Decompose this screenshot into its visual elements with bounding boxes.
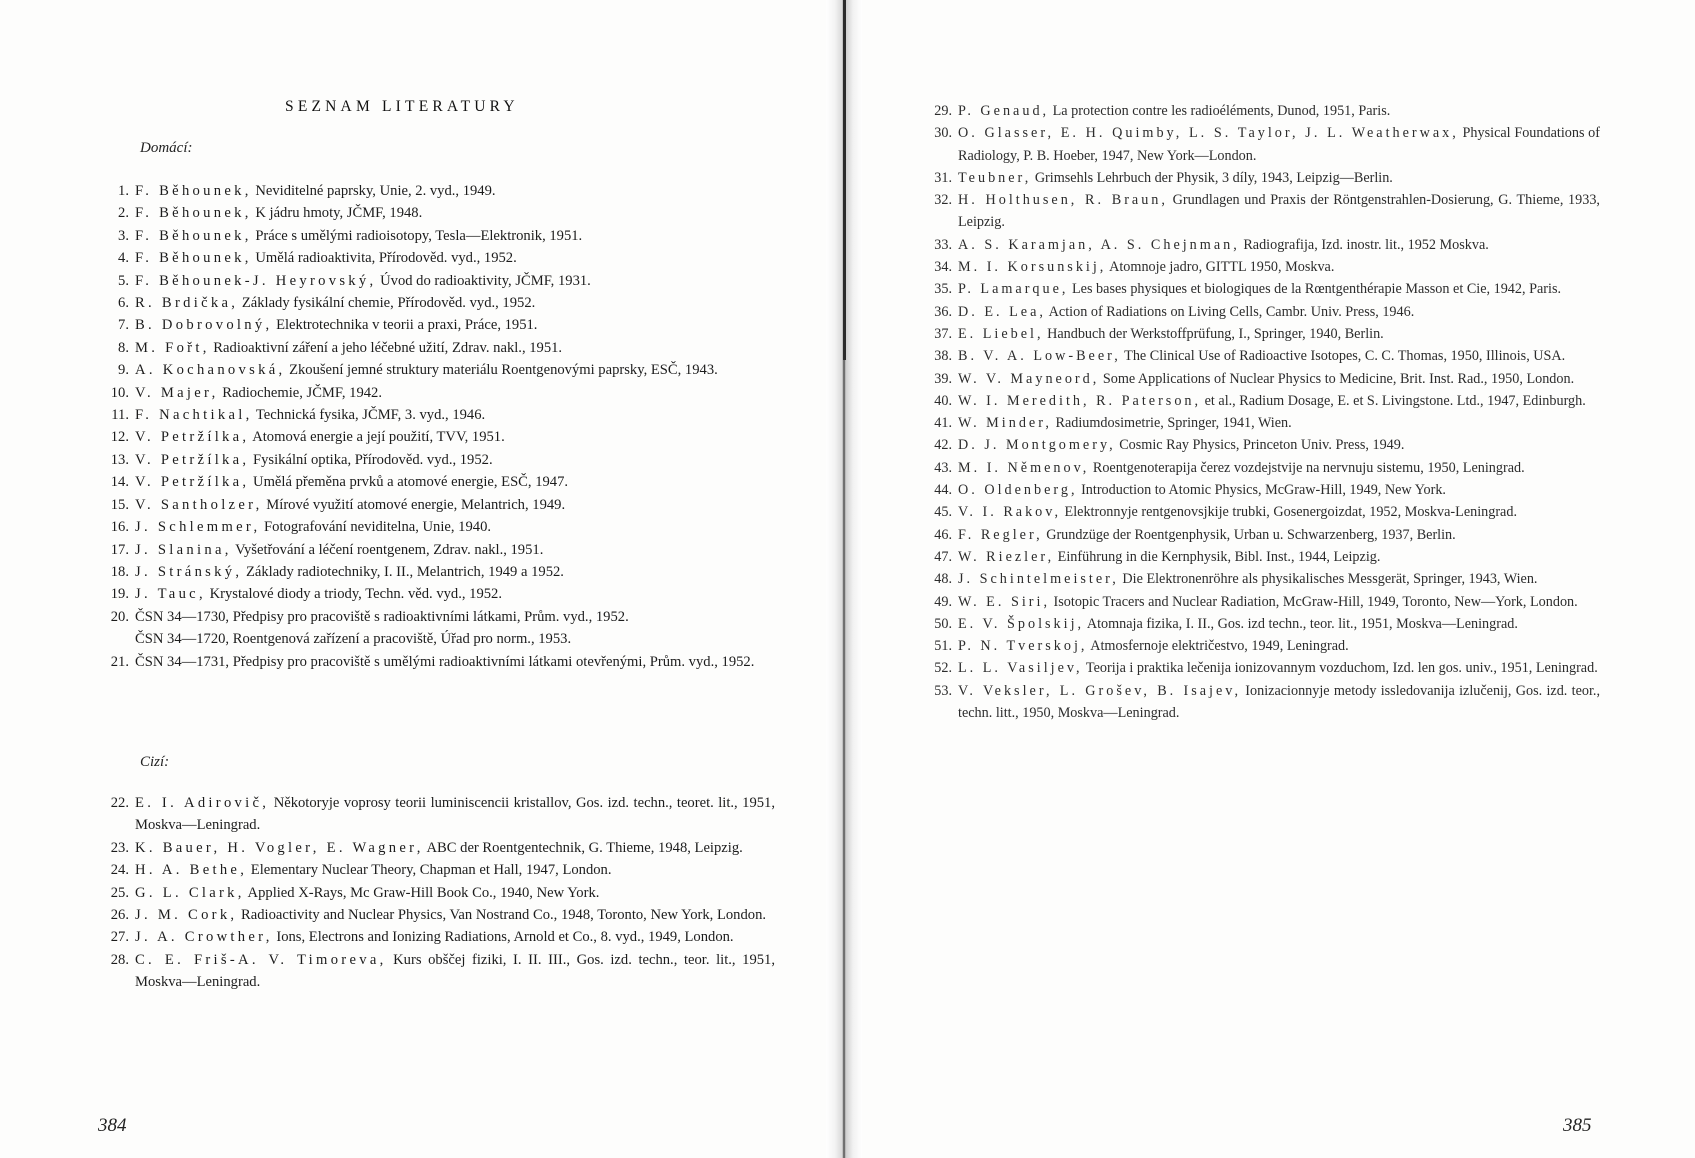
reference-number: 45. bbox=[934, 504, 952, 521]
reference-author: P. Genaud, bbox=[958, 103, 1050, 119]
reference-entry bbox=[95, 270, 775, 292]
reference-author: A. Kochanovská, bbox=[135, 362, 286, 379]
reference-entry bbox=[95, 426, 775, 448]
reference-number: 39. bbox=[934, 370, 952, 387]
reference-number: 6. bbox=[118, 295, 129, 312]
reference-entry bbox=[918, 189, 1600, 234]
reference-entry bbox=[95, 904, 775, 926]
foreign-reference-list-right bbox=[918, 100, 1600, 724]
reference-entry bbox=[95, 949, 775, 994]
reference-entry bbox=[918, 479, 1600, 501]
reference-entry bbox=[95, 404, 775, 426]
section-foreign-label: Cizí: bbox=[140, 754, 170, 770]
reference-author: E. I. Adirovič, bbox=[135, 795, 270, 811]
reference-text: Atomnoje jadro, GITTL 1950, Moskva. bbox=[1106, 259, 1335, 276]
reference-text: Grundlagen und Praxis der Röntgenstrahlen-Dosierung, G. Thieme, 1933, Leipzig. bbox=[958, 192, 1600, 231]
reference-number: 2. bbox=[118, 205, 129, 222]
reference-entry bbox=[95, 382, 775, 404]
reference-author: J. Slanina, bbox=[135, 541, 232, 558]
reference-entry bbox=[95, 359, 775, 381]
reference-text: Radiochemie, JČMF, 1942. bbox=[218, 384, 382, 401]
reference-number: 19. bbox=[110, 586, 129, 603]
reference-text: Les bases physiques et biologiques de la Rœntgenthérapie Masson et Cie, 1942, Paris. bbox=[1068, 281, 1562, 298]
reference-text: Introduction to Atomic Physics, McGraw-Hill, 1949, New York. bbox=[1077, 482, 1446, 499]
reference-entry bbox=[95, 314, 775, 336]
reference-entry bbox=[918, 546, 1600, 568]
reference-author: M. I. Němenov, bbox=[958, 459, 1090, 476]
reference-number: 42. bbox=[934, 437, 952, 454]
reference-entry bbox=[95, 337, 775, 359]
page-number-right: 385 bbox=[1563, 1115, 1592, 1136]
reference-text: Základy fysikální chemie, Přírodověd. vyd., 1952. bbox=[238, 295, 536, 312]
reference-author: B. Dobrovolný, bbox=[135, 317, 273, 334]
reference-number: 3. bbox=[118, 227, 129, 244]
reference-text: The Clinical Use of Radioactive Isotopes, C. C. Thomas, 1950, Illinois, USA. bbox=[1120, 348, 1566, 365]
reference-entry bbox=[95, 882, 775, 904]
reference-author: P. N. Tverskoj, bbox=[958, 638, 1088, 655]
reference-number: 18. bbox=[110, 563, 129, 580]
reference-text: Some Applications of Nuclear Physics to Medicine, Brit. Inst. Rad., 1950, London. bbox=[1099, 370, 1575, 387]
reference-entry bbox=[95, 202, 775, 224]
reference-text: Fotografování neviditelna, Unie, 1940. bbox=[260, 519, 492, 536]
reference-number: 51. bbox=[934, 638, 952, 655]
reference-number: 44. bbox=[934, 482, 952, 499]
reference-text: Vyšetřování a léčení roentgenem, Zdrav. nakl., 1951. bbox=[231, 541, 544, 558]
reference-author: V. Santholzer, bbox=[135, 496, 263, 513]
section-domestic-label: Domácí: bbox=[140, 140, 193, 156]
reference-number: 52. bbox=[934, 660, 952, 677]
reference-entry bbox=[95, 606, 775, 628]
gutter-shadow bbox=[843, 0, 846, 360]
reference-author: O. Oldenberg, bbox=[958, 482, 1078, 499]
reference-author: E. V. Špolskij, bbox=[958, 615, 1085, 632]
reference-author: M. I. Korsunskij, bbox=[958, 259, 1107, 276]
reference-entry bbox=[95, 180, 775, 202]
reference-number: 37. bbox=[934, 325, 952, 342]
reference-number: 32. bbox=[934, 192, 952, 209]
reference-author: V. Petržílka, bbox=[135, 451, 250, 468]
reference-number: 40. bbox=[934, 392, 952, 409]
reference-entry bbox=[918, 657, 1600, 679]
reference-number: 29. bbox=[934, 103, 952, 119]
reference-author: J. Schlemmer, bbox=[135, 519, 261, 536]
reference-number: 41. bbox=[934, 415, 952, 432]
reference-number: 20. bbox=[110, 608, 129, 625]
reference-entry bbox=[95, 471, 775, 493]
reference-author: W. E. Siri, bbox=[958, 593, 1050, 610]
reference-entry bbox=[95, 628, 775, 650]
reference-text: Základy radiotechniky, I. II., Melantrich, 1949 a 1952. bbox=[242, 563, 564, 580]
reference-entry bbox=[918, 390, 1600, 412]
reference-entry bbox=[95, 926, 775, 948]
reference-entry bbox=[918, 591, 1600, 613]
reference-text: Die Elektronenröhre als physikalisches Messgerät, Springer, 1943, Wien. bbox=[1118, 571, 1538, 588]
reference-entry bbox=[918, 613, 1600, 635]
reference-entry bbox=[95, 539, 775, 561]
domestic-reference-list bbox=[95, 180, 775, 673]
reference-number: 34. bbox=[934, 259, 952, 276]
reference-author: F. Běhounek, bbox=[135, 183, 252, 199]
reference-number: 8. bbox=[118, 339, 129, 356]
reference-entry bbox=[918, 122, 1600, 167]
reference-author: A. S. Karamjan, A. S. Chejnman, bbox=[958, 236, 1240, 253]
reference-entry bbox=[95, 792, 775, 837]
reference-author: B. V. A. Low-Beer, bbox=[958, 348, 1121, 365]
reference-text: Atmosfernoje električestvo, 1949, Leningrad. bbox=[1087, 638, 1349, 655]
reference-author: H. A. Bethe, bbox=[135, 862, 248, 879]
reference-author: W. Riezler, bbox=[958, 548, 1055, 565]
reference-author: V. Veksler, L. Grošev, B. Isajev, bbox=[958, 682, 1241, 699]
reference-author: F. Běhounek, bbox=[135, 250, 252, 267]
reference-number: 24. bbox=[110, 862, 129, 879]
reference-number: 38. bbox=[934, 348, 952, 365]
reference-author: F. Regler, bbox=[958, 526, 1043, 543]
reference-author: V. Majer, bbox=[135, 384, 219, 401]
reference-number: 23. bbox=[110, 839, 129, 856]
reference-entry bbox=[918, 234, 1600, 256]
reference-author: W. I. Meredith, R. Paterson, bbox=[958, 392, 1202, 409]
reference-number: 12. bbox=[110, 429, 129, 446]
reference-text: Action of Radiations on Living Cells, Cambr. Univ. Press, 1946. bbox=[1045, 303, 1415, 320]
reference-author: L. L. Vasiljev, bbox=[958, 660, 1083, 677]
reference-number: 22. bbox=[110, 795, 129, 811]
reference-author: F. Běhounek, bbox=[135, 227, 252, 244]
reference-number: 25. bbox=[110, 884, 129, 901]
reference-number: 47. bbox=[934, 548, 952, 565]
reference-text: Zkoušení jemné struktury materiálu Roentgenovými paprsky, ESČ, 1943. bbox=[285, 362, 718, 379]
reference-number: 49. bbox=[934, 593, 952, 610]
reference-author: V. Petržílka, bbox=[135, 429, 250, 446]
reference-text: ČSN 34—1720, Roentgenová zařízení a pracoviště, Úřad pro norm., 1953. bbox=[135, 631, 572, 648]
page-number-left: 384 bbox=[98, 1115, 127, 1136]
reference-text: Mírové využití atomové energie, Melantrich, 1949. bbox=[262, 496, 566, 513]
reference-text: Teorija i praktika lečenija ionizovannym vozduchom, Izd. len gos. univ., 1951, Leningrad. bbox=[1082, 660, 1598, 677]
reference-text: Atomnaja fizika, I. II., Gos. izd techn., teor. lit., 1951, Moskva—Leningrad. bbox=[1084, 615, 1518, 632]
reference-author: V. I. Rakov, bbox=[958, 504, 1061, 521]
reference-entry bbox=[918, 434, 1600, 456]
reference-text: Fysikální optika, Přírodověd. vyd., 1952. bbox=[249, 451, 493, 468]
reference-author: J. M. Cork, bbox=[135, 907, 238, 924]
reference-entry bbox=[918, 256, 1600, 278]
reference-number: 30. bbox=[934, 125, 952, 142]
reference-text: ČSN 34—1731, Předpisy pro pracoviště s umělými radioaktivními látkami otevřenými, Prům. vyd., 1952. bbox=[135, 653, 755, 670]
reference-entry bbox=[918, 568, 1600, 590]
reference-entry bbox=[95, 225, 775, 247]
reference-author: K. Bauer, H. Vogler, E. Wagner, bbox=[135, 839, 424, 856]
reference-text: Neviditelné paprsky, Unie, 2. vyd., 1949. bbox=[251, 183, 496, 199]
reference-author: D. E. Lea, bbox=[958, 303, 1046, 320]
reference-author: C. E. Friš-A. V. Timoreva, bbox=[135, 951, 387, 968]
reference-text: Umělá radioaktivita, Přírodověd. vyd., 1952. bbox=[251, 250, 517, 267]
reference-text: Physical Foundations of Radiology, P. B. Hoeber, 1947, New York—London. bbox=[958, 125, 1600, 164]
reference-text: La protection contre les radioéléments, Dunod, 1951, Paris. bbox=[1049, 103, 1391, 119]
foreign-reference-list-left bbox=[95, 792, 775, 994]
reference-text: Umělá přeměna prvků a atomové energie, ESČ, 1947. bbox=[249, 474, 569, 491]
reference-author: Teubner, bbox=[958, 169, 1032, 186]
reference-entry bbox=[95, 292, 775, 314]
reference-entry bbox=[918, 501, 1600, 523]
reference-number: 46. bbox=[934, 526, 952, 543]
reference-author: J. A. Crowther, bbox=[135, 929, 273, 946]
reference-author: O. Glasser, E. H. Quimby, L. S. Taylor, J. L. Weatherwax, bbox=[958, 125, 1459, 142]
reference-text: Radiumdosimetrie, Springer, 1941, Wien. bbox=[1051, 415, 1292, 432]
reference-entry bbox=[918, 680, 1600, 725]
reference-entry bbox=[95, 247, 775, 269]
reference-number: 35. bbox=[934, 281, 952, 298]
reference-text: Kurs obščej fiziki, I. II. III., Gos. izd. techn., teor. lit., 1951, Moskva—Leningrad. bbox=[135, 951, 775, 991]
reference-text: Einführung in die Kernphysik, Bibl. Inst., 1944, Leipzig. bbox=[1054, 548, 1381, 565]
reference-text: Ions, Electrons and Ionizing Radiations, Arnold et Co., 8. vyd., 1949, London. bbox=[272, 929, 734, 946]
reference-author: H. Holthusen, R. Braun, bbox=[958, 192, 1168, 209]
reference-number: 31. bbox=[934, 169, 952, 186]
reference-text: ABC der Roentgentechnik, G. Thieme, 1948, Leipzig. bbox=[423, 839, 743, 856]
reference-author: V. Petržílka, bbox=[135, 474, 250, 491]
reference-text: K jádru hmoty, JČMF, 1948. bbox=[251, 205, 423, 222]
reference-text: Handbuch der Werkstoffprüfung, I., Springer, 1940, Berlin. bbox=[1043, 325, 1384, 342]
reference-number: 50. bbox=[934, 615, 952, 632]
reference-text: Práce s umělými radioisotopy, Tesla—Elektronik, 1951. bbox=[251, 227, 583, 244]
reference-author: W. V. Mayneord, bbox=[958, 370, 1100, 387]
reference-author: G. L. Clark, bbox=[135, 884, 245, 901]
reference-text: Radiografija, Izd. inostr. lit., 1952 Moskva. bbox=[1239, 236, 1489, 253]
reference-text: et al., Radium Dosage, E. et S. Livingstone. Ltd., 1947, Edinburgh. bbox=[1201, 392, 1586, 409]
reference-text: Grundzüge der Roentgenphysik, Urban u. Schwarzenberg, 1937, Berlin. bbox=[1042, 526, 1456, 543]
reference-number: 26. bbox=[110, 907, 129, 924]
reference-entry bbox=[918, 412, 1600, 434]
reference-entry bbox=[918, 368, 1600, 390]
reference-entry bbox=[95, 449, 775, 471]
reference-text: Cosmic Ray Physics, Princeton Univ. Press, 1949. bbox=[1115, 437, 1405, 454]
reference-number: 9. bbox=[118, 362, 129, 379]
reference-author: J. Schintelmeister, bbox=[958, 571, 1119, 588]
reference-text: Úvod do radioaktivity, JČMF, 1931. bbox=[376, 272, 591, 289]
reference-entry bbox=[918, 278, 1600, 300]
reference-entry bbox=[918, 301, 1600, 323]
reference-text: Isotopic Tracers and Nuclear Radiation, McGraw-Hill, 1949, Toronto, New—York, London. bbox=[1050, 593, 1578, 610]
reference-entry bbox=[95, 561, 775, 583]
reference-entry bbox=[95, 516, 775, 538]
reference-author: J. Tauc, bbox=[135, 586, 206, 603]
reference-number: 21. bbox=[110, 653, 129, 670]
reference-number: 14. bbox=[110, 474, 129, 491]
reference-entry bbox=[95, 494, 775, 516]
reference-author: J. Stránský, bbox=[135, 563, 243, 580]
reference-entry bbox=[918, 100, 1600, 122]
reference-text: Grimsehls Lehrbuch der Physik, 3 díly, 1943, Leipzig—Berlin. bbox=[1031, 169, 1393, 186]
reference-number: 7. bbox=[118, 317, 129, 334]
reference-entry bbox=[918, 167, 1600, 189]
reference-text: Radioactivity and Nuclear Physics, Van Nostrand Co., 1948, Toronto, New York, London. bbox=[237, 907, 767, 924]
reference-author: R. Brdička, bbox=[135, 295, 239, 312]
reference-author: P. Lamarque, bbox=[958, 281, 1069, 298]
reference-entry bbox=[918, 457, 1600, 479]
reference-text: Elektronnyje rentgenovsjkije trubki, Gosenergoizdat, 1952, Moskva-Leningrad. bbox=[1061, 504, 1517, 521]
reference-entry bbox=[918, 524, 1600, 546]
reference-text: Atomová energie a její použití, TVV, 1951. bbox=[249, 429, 505, 446]
reference-number: 4. bbox=[118, 250, 129, 267]
reference-text: Radioaktivní záření a jeho léčebné užití, Zdrav. nakl., 1951. bbox=[209, 339, 563, 356]
reference-entry bbox=[95, 583, 775, 605]
reference-number: 15. bbox=[110, 496, 129, 513]
reference-entry bbox=[95, 837, 775, 859]
reference-text: ČSN 34—1730, Předpisy pro pracoviště s radioaktivními látkami, Prům. vyd., 1952. bbox=[135, 608, 629, 625]
reference-text: Ionizacionnyje metody issledovanija izlučenij, Gos. izd. teor., techn. litt., 1950, Moskva—Leningrad. bbox=[958, 682, 1600, 722]
reference-author: F. Běhounek-J. Heyrovský, bbox=[135, 272, 377, 289]
reference-author: M. Fořt, bbox=[135, 339, 210, 356]
reference-number: 10. bbox=[110, 384, 129, 401]
reference-author: F. Běhounek, bbox=[135, 205, 252, 222]
reference-author: E. Liebel, bbox=[958, 325, 1044, 342]
reference-author: F. Nachtikal, bbox=[135, 407, 253, 424]
reference-entry bbox=[95, 859, 775, 881]
reference-number: 48. bbox=[934, 571, 952, 588]
reference-number: 53. bbox=[934, 682, 952, 699]
reference-number: 28. bbox=[110, 951, 129, 968]
reference-text: Někotoryje voprosy teorii luminiscencii kristallov, Gos. izd. techn., teoret. lit., 1951, Moskva—Leningrad. bbox=[135, 795, 776, 834]
reference-number: 5. bbox=[118, 272, 129, 289]
reference-number: 27. bbox=[110, 929, 129, 946]
reference-number: 16. bbox=[110, 519, 129, 536]
reference-author: D. J. Montgomery, bbox=[958, 437, 1116, 454]
reference-number: 43. bbox=[934, 459, 952, 476]
reference-entry bbox=[918, 635, 1600, 657]
reference-entry bbox=[918, 345, 1600, 367]
reference-entry bbox=[95, 651, 775, 673]
reference-number: 11. bbox=[111, 407, 129, 424]
reference-number: 17. bbox=[110, 541, 129, 558]
reference-text: Roentgenoterapija čerez vozdejstvije na nervnuju sistemu, 1950, Leningrad. bbox=[1089, 459, 1525, 476]
reference-number: 13. bbox=[110, 451, 129, 468]
reference-author: W. Minder, bbox=[958, 415, 1052, 432]
reference-text: Applied X-Rays, Mc Graw-Hill Book Co., 1940, New York. bbox=[244, 884, 600, 901]
page-title: SEZNAM LITERATURY bbox=[285, 98, 519, 115]
reference-text: Krystalové diody a triody, Techn. věd. vyd., 1952. bbox=[205, 586, 502, 603]
reference-text: Elementary Nuclear Theory, Chapman et Hall, 1947, London. bbox=[247, 862, 612, 879]
reference-number: 1. bbox=[118, 183, 129, 199]
reference-text: Elektrotechnika v teorii a praxi, Práce, 1951. bbox=[272, 317, 538, 334]
reference-number: 36. bbox=[934, 303, 952, 320]
reference-number: 33. bbox=[934, 236, 952, 253]
reference-entry bbox=[918, 323, 1600, 345]
reference-text: Technická fysika, JČMF, 3. vyd., 1946. bbox=[252, 407, 486, 424]
